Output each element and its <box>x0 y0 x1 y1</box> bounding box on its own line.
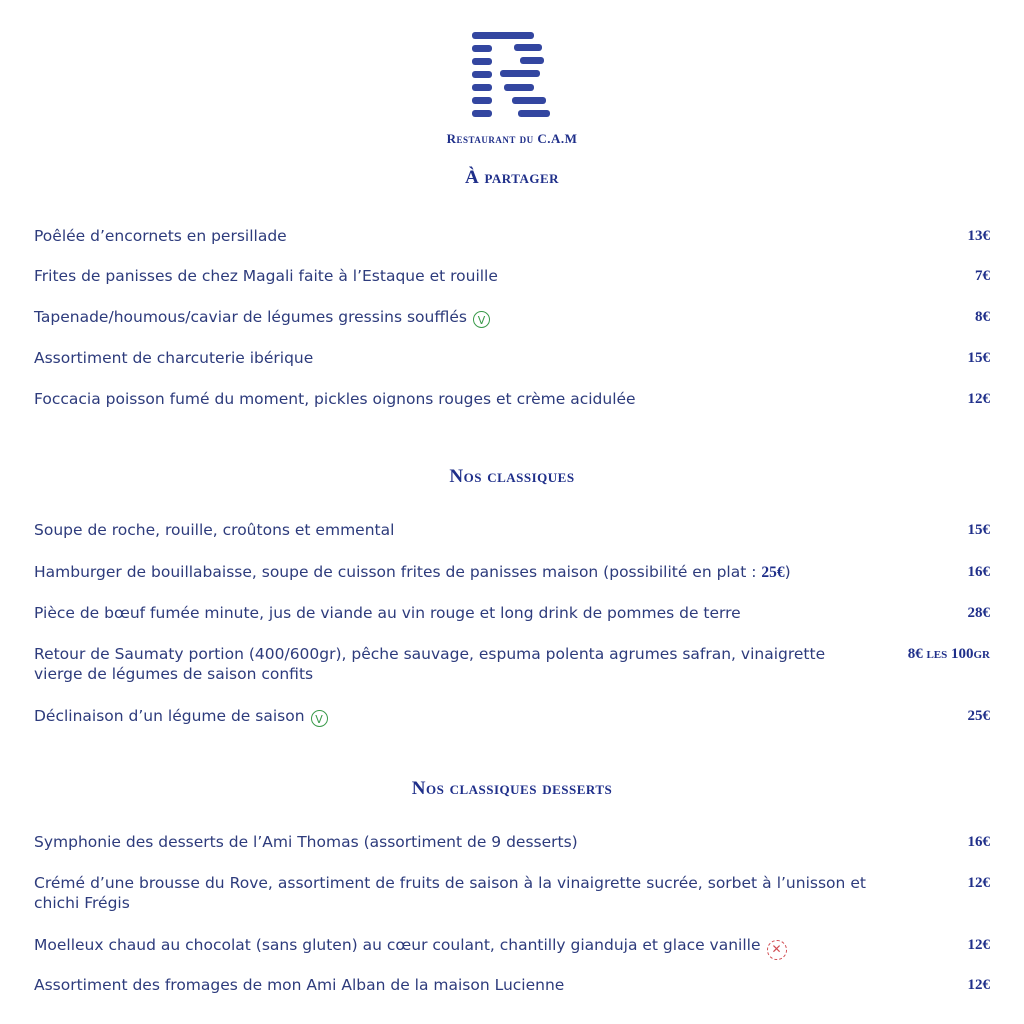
menu-item <box>34 644 990 684</box>
item-price: 8€ <box>975 309 990 325</box>
item-name: Assortiment de charcuterie ibérique <box>34 349 314 367</box>
vegetarian-icon: V <box>473 311 490 328</box>
item-name: Symphonie des desserts de l’Ami Thomas (assortiment de 9 desserts) <box>34 833 578 851</box>
menu-item <box>34 873 990 913</box>
menu-item <box>34 389 990 409</box>
item-name: Moelleux chaud au chocolat (sans gluten) au cœur coulant, chantilly gianduja et glace vanille <box>34 936 761 954</box>
menu-item <box>34 266 990 286</box>
item-name: Soupe de roche, rouille, croûtons et emmental <box>34 521 395 539</box>
menu-item <box>34 226 990 246</box>
item-name-suffix: ) <box>784 563 791 581</box>
menu-item <box>34 307 990 328</box>
section-title-a-partager: À partager <box>464 167 560 188</box>
item-name: Tapenade/houmous/caviar de légumes gressins soufflés <box>34 308 467 326</box>
menu-item <box>34 562 990 583</box>
plat-price: 25€ <box>761 564 785 581</box>
item-name: Frites de panisses de chez Magali faite à l’Estaque et rouille <box>34 267 498 285</box>
item-price: 16€ <box>967 564 990 580</box>
item-name: Assortiment des fromages de mon Ami Alban de la maison Lucienne <box>34 976 565 994</box>
menu-item <box>34 832 990 852</box>
item-price: 15€ <box>967 350 990 366</box>
menu-item <box>34 603 990 623</box>
item-name: Poêlée d’encornets en persillade <box>34 227 287 245</box>
item-price: 28€ <box>967 605 990 621</box>
vegetarian-icon: V <box>311 710 328 727</box>
item-name: Déclinaison d’un légume de saison <box>34 707 305 725</box>
item-price: 12€ <box>967 875 990 891</box>
restaurant-logo <box>470 30 552 124</box>
item-price: 12€ <box>967 977 990 993</box>
gluten-free-icon: ✕ <box>767 940 787 960</box>
item-price: 16€ <box>967 834 990 850</box>
item-price: 25€ <box>967 708 990 724</box>
item-name: Hamburger de bouillabaisse, soupe de cuisson frites de panisses maison (possibilité en plat : <box>34 563 762 581</box>
restaurant-name: Restaurant du C.A.M <box>446 131 578 146</box>
section-title-nos-classiques: Nos classiques <box>449 466 575 487</box>
item-price: 7€ <box>975 268 990 284</box>
section-title-desserts: Nos classiques desserts <box>411 778 613 799</box>
menu-item <box>34 520 990 540</box>
item-price: 8€ les 100gr <box>907 646 990 662</box>
menu-item <box>34 706 990 727</box>
item-name: Retour de Saumaty portion (400/600gr), pêche sauvage, espuma polenta agrumes safran, vinaigrette vierge de légumes de saison confits <box>34 645 826 683</box>
item-name: Foccacia poisson fumé du moment, pickles oignons rouges et crème acidulée <box>34 390 636 408</box>
item-price: 15€ <box>967 522 990 538</box>
item-name: Pièce de bœuf fumée minute, jus de viande au vin rouge et long drink de pommes de terre <box>34 604 741 622</box>
menu-item <box>34 935 990 960</box>
item-price: 12€ <box>967 391 990 407</box>
item-price: 12€ <box>967 937 990 953</box>
item-price: 13€ <box>967 228 990 244</box>
item-name: Crémé d’une brousse du Rove, assortiment de fruits de saison à la vinaigrette sucrée, sorbet à l’unisson et chichi Frégis <box>34 874 866 912</box>
menu-item <box>34 975 990 995</box>
menu-item <box>34 348 990 368</box>
